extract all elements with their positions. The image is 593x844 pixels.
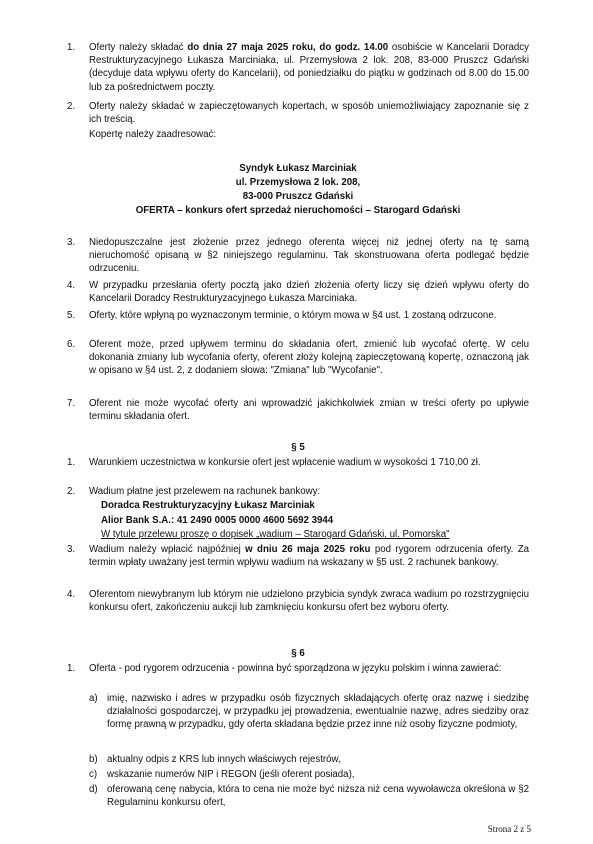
item-number: 1. xyxy=(67,663,76,674)
item-text: Wadium należy wpłacić najpóźniej w dniu 26 maja 2025 roku pod rygorem odrzucenia oferty. Za termin wpłaty uważany jest termin wpływu wadium na wskazany w §5 ust. 2 rachunek bankowy. xyxy=(89,544,530,569)
list-item xyxy=(67,338,529,378)
list-item xyxy=(67,41,529,94)
section-heading: § 5 xyxy=(291,442,305,453)
list-item xyxy=(67,397,529,423)
item-number: 3. xyxy=(67,544,76,555)
list-item xyxy=(67,543,529,569)
list-item xyxy=(67,279,529,305)
item-text: Oferty należy składać w zapieczętowanych kopertach, w sposób uniemożliwiający zapoznanie się z ich treścią. xyxy=(89,101,529,126)
sub-item-letter: c) xyxy=(89,769,98,780)
item-number: 5. xyxy=(67,310,76,321)
address-line: 83-000 Pruszcz Gdański xyxy=(242,191,354,202)
sub-item-text: oferowaną cenę nabycia, która to cena nie może być niższa niż cena wywoławcza określona w §2 Regulaminu konkursu ofert, xyxy=(107,784,529,809)
list-item xyxy=(67,456,529,469)
list-item xyxy=(67,309,529,322)
sub-item-text: wskazanie numerów NIP i REGON (jeśli oferent posiada), xyxy=(107,769,355,780)
envelope-intro: Kopertę należy zaadresować: xyxy=(89,129,217,140)
list-item xyxy=(67,588,529,614)
sub-item-letter: a) xyxy=(89,693,98,704)
item-text: Oferent może, przed upływem terminu do składania ofert, zmienić lub wycofać ofertę. W celu dokonania zmiany lub wycofania oferty, oferent złoży kolejną zapieczętowaną kopertę, oznaczoną jak w opisano w §4 ust. 2, z dodaniem słowa: "Zmiana" lub "Wycofanie". xyxy=(89,339,529,377)
item-number: 1. xyxy=(67,42,76,53)
address-line: ul. Przemysłowa 2 lok. 208, xyxy=(235,177,361,188)
sub-item-text: imię, nazwisko i adres w przypadku osób fizycznych składających ofertę oraz nazwę i siedzibę działalności gospodarczej, w przypadku jej prowadzenia, ewentualnie nazwę, adres siedziby oraz formę prawną w przypadku, gdy oferta składana będzie przez inne niż osoby fizyczne podmioty, xyxy=(107,693,529,731)
item-text: Niedopuszczalne jest złożenie przez jednego oferenta więcej niż jednej oferty na tę samą nieruchomość opisaną w §2 niniejszego regulaminu. Tak skonstruowana oferta podlegać będzie odrzuceniu. xyxy=(89,237,529,275)
sub-item xyxy=(89,783,529,809)
bank-owner: Doradca Restrukturyzacyjny Łukasz Marciniak xyxy=(101,500,315,511)
sub-item xyxy=(89,753,529,766)
item-number: 6. xyxy=(67,339,76,350)
item-text: Oferent nie może wycofać oferty ani wprowadzić jakichkolwiek zmian w treści oferty po upływie terminu składania ofert. xyxy=(89,398,529,423)
item-text: Wadium płatne jest przelewem na rachunek bankowy: xyxy=(89,486,321,497)
sub-item xyxy=(89,692,529,732)
list-item xyxy=(67,236,529,276)
sub-item-text: aktualny odpis z KRS lub innych właściwych rejestrów, xyxy=(107,754,341,765)
item-text: Warunkiem uczestnictwa w konkursie ofert jest wpłacenie wadium w wysokości 1 710,00 zł. xyxy=(89,457,481,468)
item-text: Oferentom niewybranym lub którym nie udzielono przybicia syndyk zwraca wadium po rozstrzygnięciu konkursu ofert, zakończeniu aukcji lub zamknięciu konkursu ofert bez wyboru oferty. xyxy=(89,589,529,614)
sub-item-letter: d) xyxy=(89,784,98,795)
sub-item xyxy=(89,768,529,781)
address-line: Syndyk Łukasz Marciniak xyxy=(239,163,357,174)
bank-account: Alior Bank S.A.: 41 2490 0005 0000 4600 5692 3944 xyxy=(101,515,334,526)
item-number: 2. xyxy=(67,486,76,497)
item-number: 3. xyxy=(67,237,76,248)
item-number: 4. xyxy=(67,589,76,600)
item-text: Oferta - pod rygorem odrzucenia - powinna być sporządzona w języku polskim i winna zawierać: xyxy=(89,663,502,674)
item-text: W przypadku przesłania oferty pocztą jako dzień złożenia oferty liczy się dzień wpływu oferty do Kancelarii Doradcy Restrukturyzacyjnego Łukasza Marciniaka. xyxy=(89,280,529,305)
list-item xyxy=(67,485,529,498)
list-item xyxy=(67,100,529,126)
item-number: 4. xyxy=(67,280,76,291)
section-heading: § 6 xyxy=(291,648,305,659)
list-item xyxy=(67,662,529,675)
item-text: Oferty, które wpłyną po wyznaczonym terminie, o którym mowa w §4 ust. 1 zostaną odrzucone. xyxy=(89,310,497,321)
item-number: 2. xyxy=(67,101,76,112)
page-number: Strona 2 z 5 xyxy=(487,824,531,834)
sub-item-letter: b) xyxy=(89,754,98,765)
transfer-note: W tytule przelewu proszę o dopisek „wadium – Starogard Gdański, ul. Pomorska” xyxy=(101,529,450,540)
item-text: Oferty należy składać do dnia 27 maja 2025 roku, do godz. 14.00 osobiście w Kancelarii Doradcy Restrukturyzacyjnego Łukasza Marciniaka, ul. Przemysłowa 2 lok. 208, 83-000 Pruszcz Gdański (decyduje data wpływu oferty do Kancelarii), od poniedziałku do piątku w godzinach od 8.00 do 15.00 lub za pośrednictwem poczty. xyxy=(89,42,529,93)
item-number: 1. xyxy=(67,457,76,468)
item-number: 7. xyxy=(67,398,76,409)
envelope-title: OFERTA – konkurs ofert sprzedaż nieruchomości – Starogard Gdański xyxy=(135,205,461,216)
